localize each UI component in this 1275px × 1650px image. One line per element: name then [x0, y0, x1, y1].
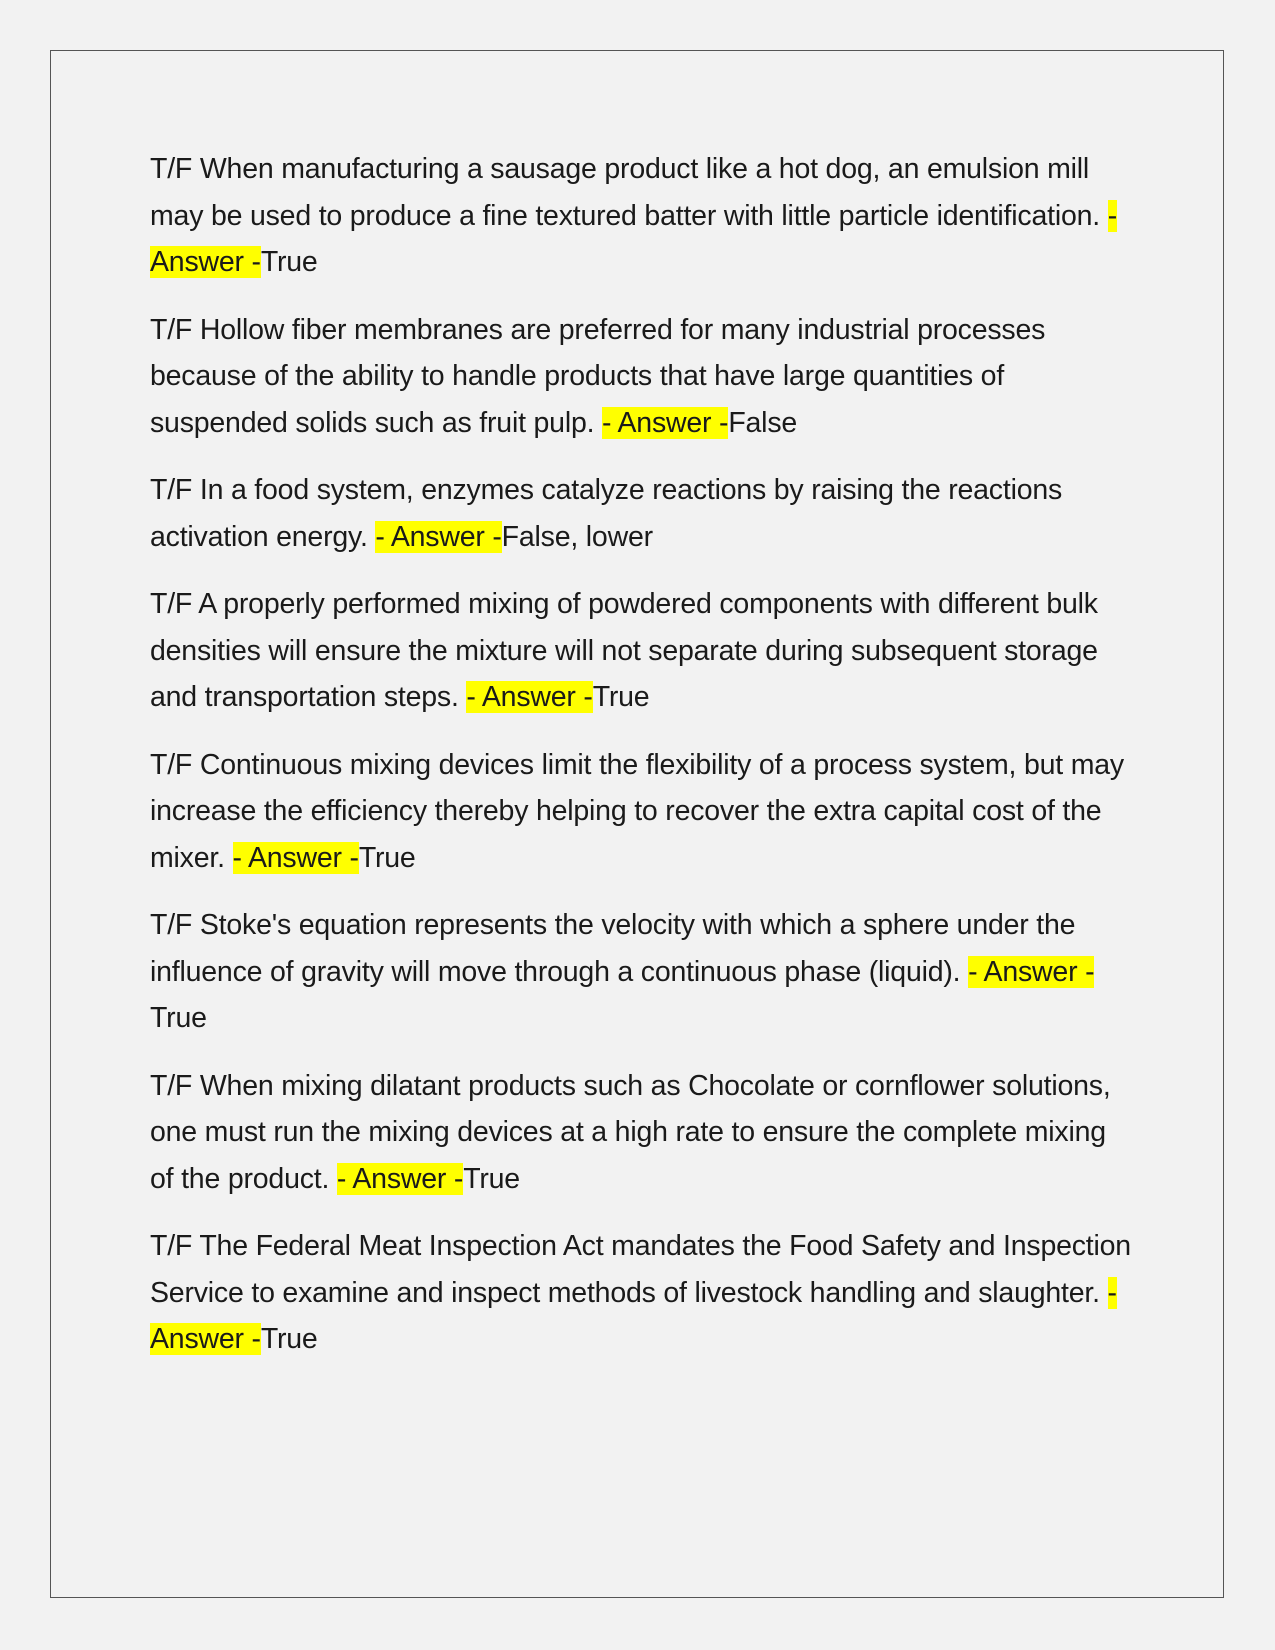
answer-text: True — [260, 246, 318, 278]
qa-item-2 — [150, 307, 1135, 447]
question-text: T/F Continuous mixing devices limit the flexibility of a process system, but may increase the efficiency thereby helping to recover the extra capital cost of the mixer. — [150, 748, 1124, 874]
question-text: T/F The Federal Meat Inspection Act mandates the Food Safety and Inspection Service to examine and inspect methods of livestock handling and slaughter. — [150, 1230, 1131, 1309]
answer-marker: - Answer - — [150, 199, 1117, 278]
question-text: T/F When mixing dilatant products such as Chocolate or cornflower solutions, one must run the mixing devices at a high rate to ensure the complete mixing of the product. — [150, 1069, 1111, 1195]
answer-text: True — [592, 681, 650, 713]
question-text: T/F When manufacturing a sausage product like a hot dog, an emulsion mill may be used to produce a fine textured batter with little particle identification. — [150, 153, 1100, 232]
document-body — [150, 146, 1135, 1384]
answer-text: True — [463, 1162, 520, 1195]
qa-item-5 — [150, 742, 1135, 882]
answer-text: True — [358, 841, 416, 874]
qa-item-7 — [150, 1063, 1135, 1203]
answer-marker: - Answer - — [336, 1162, 464, 1195]
qa-item-4 — [150, 581, 1135, 721]
answer-text: False — [728, 406, 798, 439]
answer-marker: - Answer - — [466, 681, 593, 713]
answer-marker: - Answer - — [375, 520, 502, 553]
qa-item-1 — [150, 146, 1135, 286]
answer-marker: - Answer - — [968, 955, 1095, 988]
qa-item-6 — [150, 902, 1135, 1042]
answer-text: True — [150, 1002, 207, 1034]
answer-text: False, lower — [501, 520, 653, 553]
question-text: T/F A properly performed mixing of powdered components with different bulk densities will ensure the mixture will not separate during subsequent storage and transportation steps. — [150, 588, 1098, 713]
question-text: T/F Stoke's equation represents the velocity with which a sphere under the influence of gravity will move through a continuous phase (liquid). — [150, 909, 1076, 988]
question-text: T/F In a food system, enzymes catalyze reactions by raising the reactions activation energy. — [150, 474, 1063, 553]
answer-marker: - Answer - — [232, 841, 359, 874]
answer-text: True — [260, 1323, 318, 1355]
answer-marker: - Answer - — [602, 406, 729, 439]
qa-item-8 — [150, 1223, 1135, 1363]
qa-item-3 — [150, 467, 1135, 560]
answer-marker: - Answer - — [150, 1276, 1117, 1355]
question-text: T/F Hollow fiber membranes are preferred for many industrial processes because of the ability to handle products that have large quantities of suspended solids such as fruit pulp. — [150, 313, 1046, 439]
